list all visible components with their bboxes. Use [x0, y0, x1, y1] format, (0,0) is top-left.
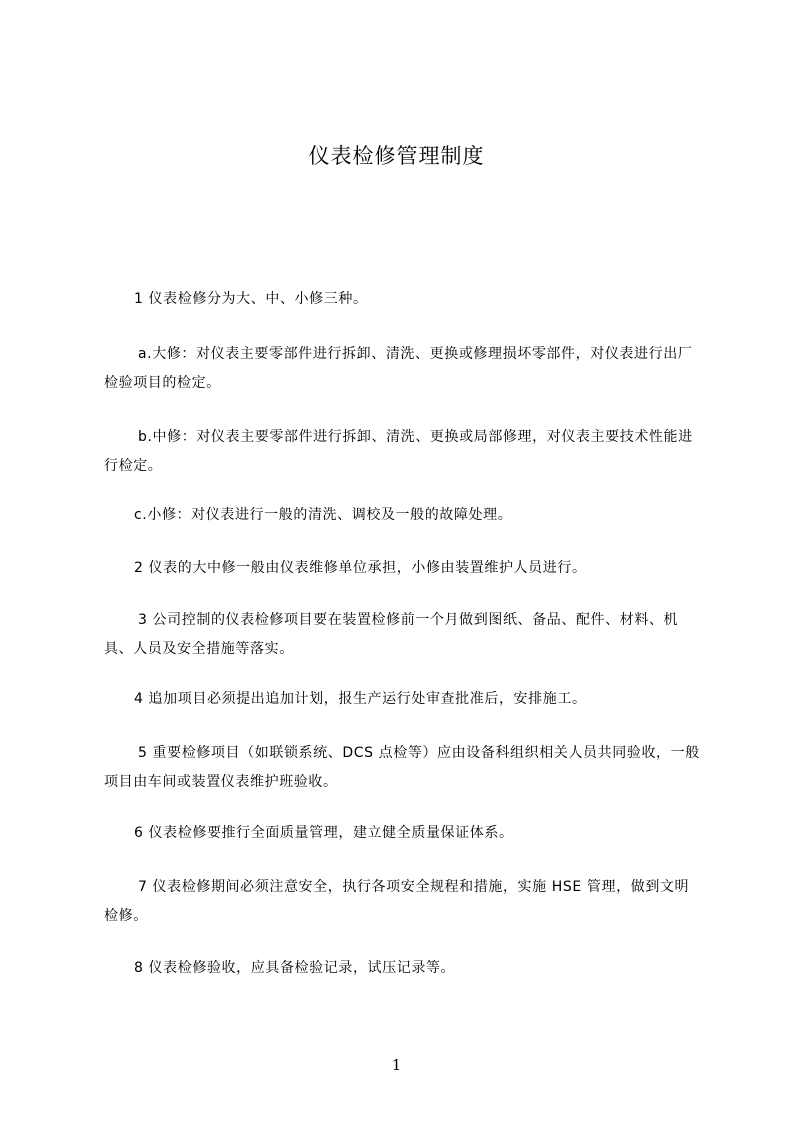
paragraph-5: 5 重要检修项目（如联锁系统、DCS 点检等）应由设备科组织相关人员共同验收，一般项目由车间或装置仪表维护班验收。: [104, 745, 700, 790]
paragraph-1a: a.大修：对仪表主要零部件进行拆卸、清洗、更换或修理损坏零部件，对仪表进行出厂检验项目的检定。: [104, 346, 693, 391]
paragraph-8: 8 仪表检修验收，应具备检验记录，试压记录等。: [134, 960, 456, 976]
paragraph-7: 7 仪表检修期间必须注意安全，执行各项安全规程和措施，实施 HSE 管理，做到文明检修。: [104, 879, 690, 924]
paragraph-4: 4 追加项目必须提出追加计划，报生产运行处审查批准后，安排施工。: [134, 691, 587, 707]
paragraph-1b: b.中修：对仪表主要零部件进行拆卸、清洗、更换或局部修理，对仪表主要技术性能进行检定。: [104, 429, 693, 474]
paragraph-1: 1 仪表检修分为大、中、小修三种。: [134, 291, 368, 307]
paragraph-2: 2 仪表的大中修一般由仪表维修单位承担，小修由装置维护人员进行。: [134, 560, 587, 576]
page-number: 1: [391, 1056, 402, 1074]
paragraph-3: 3 公司控制的仪表检修项目要在装置检修前一个月做到图纸、备品、配件、材料、机具、人员及安全措施等落实。: [104, 612, 679, 657]
paragraph-1c: c.小修：对仪表进行一般的清洗、调校及一般的故障处理。: [134, 507, 513, 523]
document-title: 仪表检修管理制度: [308, 144, 485, 168]
paragraph-6: 6 仪表检修要推行全面质量管理，建立健全质量保证体系。: [134, 825, 514, 841]
